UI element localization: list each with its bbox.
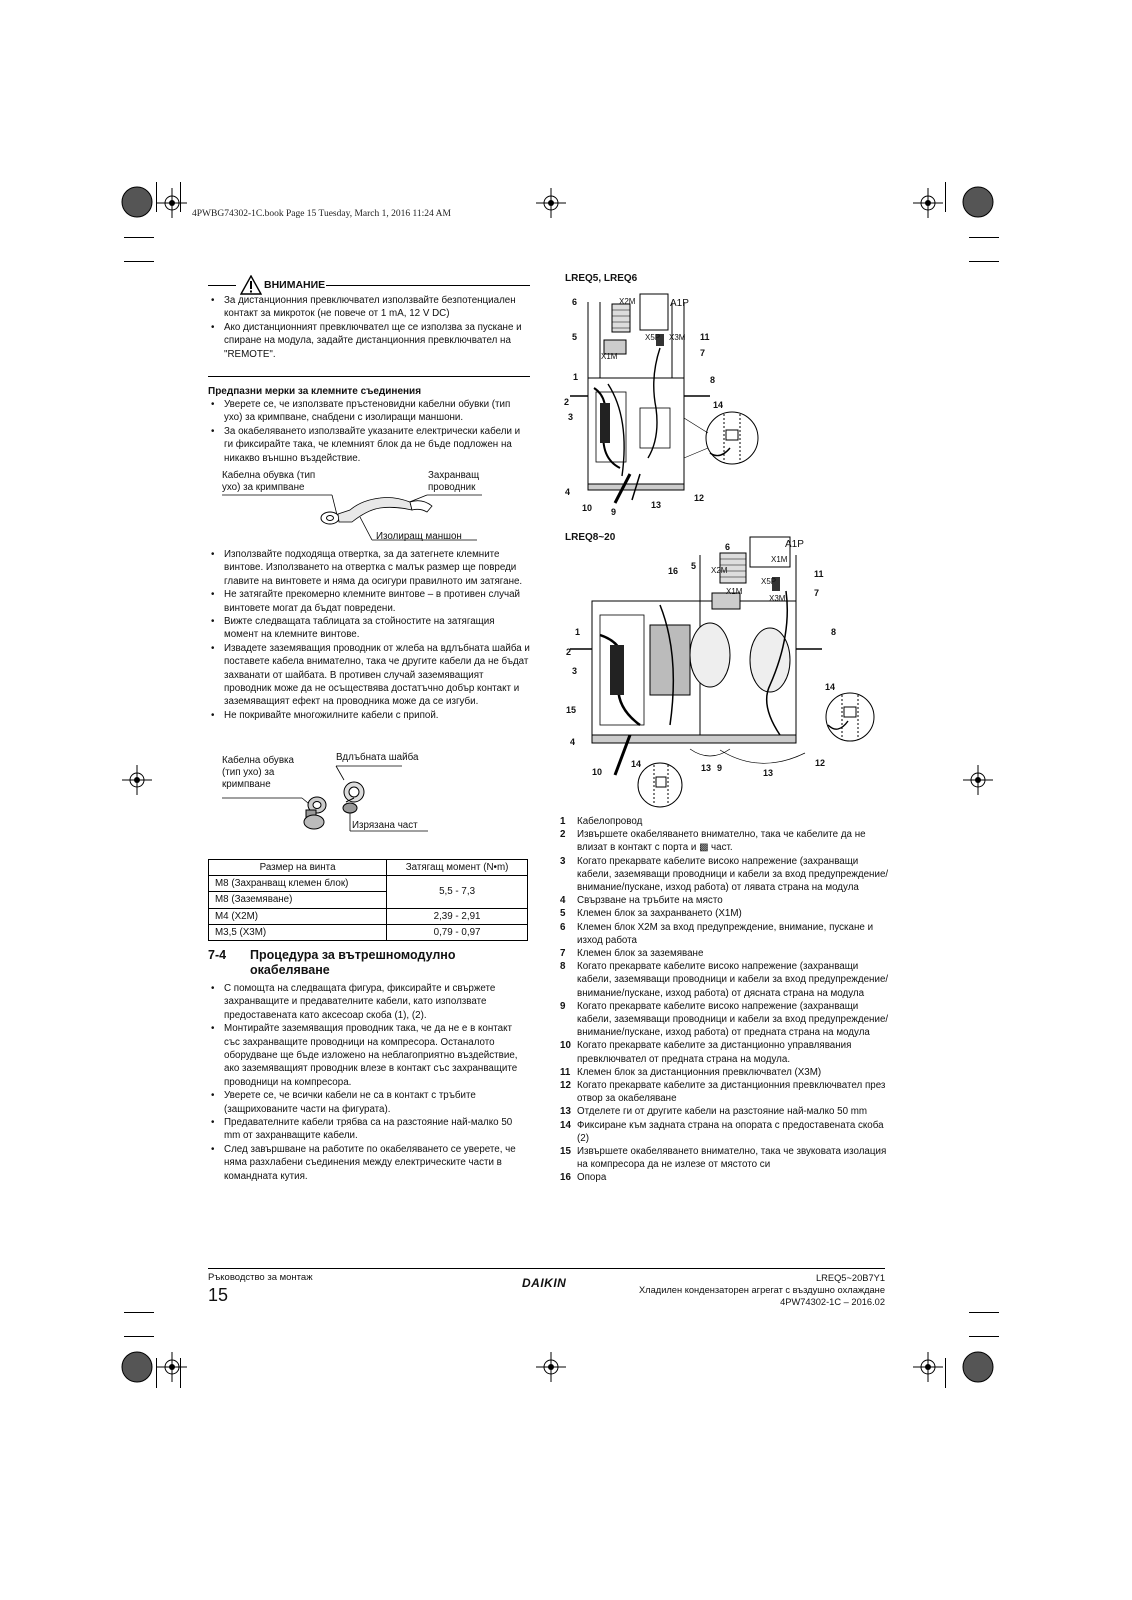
crop-line (124, 237, 154, 238)
table-cell: 5,5 - 7,3 (387, 876, 528, 908)
figure-a-a1p-tag: A1P (670, 298, 689, 309)
cup-washer-label: Вдлъбната шайба (336, 752, 419, 763)
legend-number: 2 (560, 829, 566, 841)
legend-item (560, 828, 890, 854)
legend-text: Когато прекарвате кабелите за дистанционния превключвател през отвор за окабеляване (577, 1080, 886, 1105)
list-item: • Извадете заземяващия проводник от жлеба на вдлъбната шайба и поставете кабела внимателно, така че другите кабели да не бъдат захванати от шайбата. В противен случай заземяващият проводник може да не осъществява достатъчно добър контакт и заземяващият ефект на проводника може да се изгуби. (208, 642, 530, 709)
registration-mark-icon (117, 182, 157, 222)
callout-label: 13 (651, 500, 662, 510)
callout-label: 16 (668, 566, 679, 576)
list-item: • Предавателните кабели трябва са на разстояние най-малко 50 mm от захранващите кабели. (208, 1116, 530, 1143)
callout-label: 7 (700, 348, 706, 358)
figure-b-x3m-tag: X3M (769, 594, 786, 603)
crosshair-mark-icon (157, 1352, 187, 1382)
list-item: • С помощта на следващата фигура, фиксирайте и свържете захранващите и предавателните кабели, като използвате предоставената като аксесоар скоба (1), (2). (208, 982, 530, 1022)
list-item: • Не покривайте многожилните кабели с припой. (208, 709, 530, 722)
crop-line (156, 182, 157, 212)
legend-text: Свързване на тръбите на място (577, 895, 723, 907)
list-item: • За окабеляването използвайте указаните електрически кабели и ги фиксирайте така, че клемният блок да не бъде подложен на никакво външно въздействие. (208, 425, 530, 465)
legend-item (560, 815, 890, 828)
legend-text: Фиксиране към задната страна на опората с предоставената скоба (2) (577, 1119, 884, 1144)
callout-label: 10 (582, 503, 593, 513)
legend-item (560, 894, 890, 907)
callout-label: 5 (691, 561, 697, 571)
section-title-text: Процедура за вътрешномодулно окабеляване (250, 948, 456, 977)
legend-number: 6 (560, 921, 566, 933)
callout-label: 5 (572, 332, 578, 342)
callout-label: 6 (725, 542, 731, 552)
warning-heading (208, 276, 530, 294)
table-cell: M8 (Заземяване) (209, 892, 387, 908)
legend-number: 3 (560, 855, 566, 867)
callout-label: 8 (710, 375, 716, 385)
legend-text: Когато прекарвате кабелите високо напрежение (захранващи кабели, заземяващи проводници и кабели за вход предупреждение/внимание/пускане, изход работа) от предната страна на модула (577, 1000, 889, 1039)
list-item: • Ако дистанционният превключвател ще се използва за пускане и спиране на модула, задайте дистанционния превключвател на "REMOTE". (208, 321, 530, 361)
figure-b-x1m-tag: X1M (771, 555, 788, 564)
table-cell: M3,5 (X3M) (209, 924, 387, 940)
callout-label: 11 (814, 569, 824, 579)
callout-label: 4 (570, 737, 576, 747)
legend-text: Когато прекарвате кабелите високо напрежение (захранващи кабели, заземяващи проводници и кабели за вход предупреждение/внимание/пускане, изход работа) от лявата страна на модула (577, 855, 889, 894)
legend-number: 4 (560, 895, 566, 907)
list-item: • Уверете се, че всички кабели не са в контакт с тръбите (защрихованите части на фигурата). (208, 1089, 530, 1116)
registration-mark-icon (958, 1347, 998, 1387)
section-title (208, 948, 528, 978)
crimp-terminal-label-2: Кабелна обувка (тип ухо) за кримпване (222, 755, 294, 790)
callout-label: 14 (631, 759, 642, 769)
legend-text: Когато прекарвате кабелите за дистанционно управлявания превключвател от предната страна на модула. (577, 1040, 852, 1065)
crosshair-mark-icon (122, 765, 152, 795)
callout-label: 6 (572, 297, 578, 307)
footer-doc-id: 4PW74302-1C – 2016.02 (780, 1297, 885, 1307)
callout-label: 2 (564, 397, 570, 407)
legend-number: 8 (560, 961, 566, 973)
section-number: 7-4 (208, 948, 227, 962)
table-header: Размер на винта (209, 860, 387, 876)
table-header-row (209, 860, 528, 876)
crop-line (156, 1358, 157, 1388)
crop-line (945, 182, 946, 212)
legend-number: 12 (560, 1080, 571, 1092)
terminal-precautions-heading: Предпазни мерки за клемните съединения (208, 386, 422, 397)
table-cell: 2,39 - 2,91 (387, 908, 528, 924)
figure-a-title: LREQ5, LREQ6 (565, 273, 638, 284)
callout-label: 14 (713, 400, 724, 410)
legend-item (560, 1079, 890, 1105)
table-row (209, 924, 528, 940)
crosshair-mark-icon (963, 765, 993, 795)
list-item: • Използвайте подходяща отвертка, за да затегнете клемните винтове. Използването на отвертка с малък размер ще повреди главите на винтовете и няма да осигури правилното им затягане. (208, 548, 530, 588)
crosshair-mark-icon (913, 188, 943, 218)
figure-b-x1m-tag-2: X1M (726, 587, 743, 596)
callout-label: 13 (701, 763, 712, 773)
callout-label: 10 (592, 767, 603, 777)
callout-label: 9 (611, 507, 617, 517)
legend-text: Когато прекарвате кабелите високо напрежение (захранващи кабели, заземяващи проводници и кабели за вход предупреждение/внимание/пускане, изход работа) от дясната страна на модула (577, 961, 889, 999)
warning-triangle-icon (240, 275, 262, 295)
callout-label: 1 (575, 627, 581, 637)
table-cell: M4 (X2M) (209, 908, 387, 924)
crosshair-mark-icon (157, 188, 187, 218)
callout-label: 11 (700, 332, 710, 342)
list-item: • Не затягайте прекомерно клемните винтове – в противен случай винтовете могат да бъдат повредени. (208, 588, 530, 615)
legend-item (560, 907, 890, 920)
legend-text: Клемен блок X2M за вход предупреждение, внимание, пускане и изход работа (577, 921, 874, 946)
legend-number: 15 (560, 1146, 571, 1158)
table-cell: M8 (Захранващ клемен блок) (209, 876, 387, 892)
terminal-precautions-list (208, 398, 530, 465)
section-list (208, 982, 530, 1183)
figure-a-wiring-diagram (560, 288, 760, 518)
crosshair-mark-icon (536, 188, 566, 218)
legend-number: 1 (560, 816, 566, 827)
legend-text: Клемен блок за заземяване (577, 948, 704, 960)
torque-table (208, 859, 528, 941)
legend-number: 9 (560, 1000, 566, 1012)
crop-line (124, 1336, 154, 1337)
legend-item (560, 1119, 890, 1145)
legend-number: 13 (560, 1106, 571, 1118)
legend-item (560, 1000, 890, 1040)
crop-line (180, 182, 181, 212)
cut-part-label: Изрязана част (352, 820, 418, 831)
crop-line (969, 261, 999, 262)
callout-label: 8 (831, 627, 837, 637)
callout-label: 1 (573, 372, 579, 382)
callout-label: 4 (565, 487, 571, 497)
legend-item (560, 1066, 890, 1079)
crop-line (969, 1336, 999, 1337)
legend-text: Отделете ги от другите кабели на разстояние най-малко 50 mm (577, 1106, 868, 1118)
figure-b-x5p-tag: X5P (761, 577, 777, 586)
crop-line (969, 237, 999, 238)
callout-label: 3 (568, 412, 574, 422)
legend-text: Кабелопровод (577, 816, 643, 827)
table-row (209, 908, 528, 924)
legend-text: Клемен блок за дистанционния превключвател (X3M) (577, 1066, 822, 1078)
list-item: • Уверете се, че използвате пръстеновидни кабелни обувки (тип ухо) за кримпване, снабдени с изолиращи маншони. (208, 398, 530, 425)
divider (208, 376, 530, 377)
table-cell: 0,79 - 0,97 (387, 924, 528, 940)
warning-title: ВНИМАНИЕ (264, 279, 326, 291)
figure-b-a1p-tag: A1P (785, 539, 804, 550)
brand-logo: DAIKIN (522, 1276, 567, 1290)
supply-wire-label: Захранващ проводник (428, 470, 480, 493)
footer-model: LREQ5~20B7Y1 (815, 1273, 885, 1283)
figure-legend (560, 815, 890, 1185)
crimp-terminal-label: Кабелна обувка (тип ухо) за кримпване (222, 470, 316, 493)
list-item: • За дистанционния превключвател използвайте безпотенциален контакт за микроток (не повече от 1 mA, 12 V DC) (208, 294, 530, 321)
footer-manual-name: Ръководство за монтаж (208, 1272, 313, 1283)
legend-number: 10 (560, 1040, 571, 1052)
washer-figure (222, 750, 442, 840)
crop-line (124, 1312, 154, 1313)
insulation-sleeve-label: Изолиращ маншон (376, 531, 462, 542)
legend-item (560, 1171, 890, 1184)
legend-text: Извършете окабеляването внимателно, така че звуковата изолация на компресора да не излезе от мястото си (577, 1146, 887, 1171)
crop-line (180, 1358, 181, 1388)
figure-a-x5p-tag: X5P (645, 333, 661, 342)
figure-a-x3m-tag: X3M (669, 333, 686, 342)
legend-number: 16 (560, 1172, 571, 1184)
list-item: • Вижте следващата таблицата за стойностите на затягащия момент на клемните винтове. (208, 615, 530, 642)
crop-line (969, 1312, 999, 1313)
page-number: 15 (208, 1285, 229, 1305)
crop-line (124, 261, 154, 262)
registration-mark-icon (958, 182, 998, 222)
legend-item (560, 855, 890, 895)
figure-a-x1m-tag: X1M (601, 352, 618, 361)
crosshair-mark-icon (536, 1352, 566, 1382)
callout-label: 13 (763, 768, 774, 778)
callout-label: 14 (825, 682, 836, 692)
callout-label: 12 (815, 758, 826, 768)
footer-divider (208, 1268, 885, 1269)
legend-number: 14 (560, 1119, 571, 1131)
figure-a-x2m-tag: X2M (619, 297, 636, 306)
crosshair-mark-icon (913, 1352, 943, 1382)
legend-item (560, 947, 890, 960)
table-header: Затягащ момент (N•m) (387, 860, 528, 876)
terminal-precautions-list-2 (208, 548, 530, 722)
legend-item (560, 960, 890, 1000)
callout-label: 9 (717, 763, 723, 773)
legend-number: 7 (560, 948, 566, 960)
callout-label: 7 (814, 588, 820, 598)
footer-product-info (639, 1272, 885, 1308)
callout-label: 12 (694, 493, 705, 503)
table-row (209, 876, 528, 892)
legend-text: Извършете окабеляването внимателно, така че кабелите да не влизат в контакт с порта и ▩ част. (577, 829, 866, 854)
warning-list (208, 294, 530, 361)
footer-product: Хладилен кондензаторен агрегат с въздушно охлаждане (638, 1285, 885, 1295)
legend-item (560, 1039, 890, 1065)
legend-item (560, 1105, 890, 1118)
legend-text: Опора (577, 1172, 607, 1184)
list-item: • След завършване на работите по окабеляването се уверете, че няма разхлабени съединения между електрическите части в командната кутия. (208, 1143, 530, 1183)
legend-item (560, 921, 890, 947)
figure-b-title: LREQ8~20 (565, 532, 616, 543)
list-item: • Монтирайте заземяващия проводник така, че да не е в контакт със захранващите проводници на компресора. Останалото оборудване ще бъде изложено на неблагоприятно въздействие, ако заземяващият проводник влезе в контакт със захранващите проводници на компресора. (208, 1022, 530, 1089)
legend-item (560, 1145, 890, 1171)
crop-line (945, 1358, 946, 1388)
callout-label: 15 (566, 705, 577, 715)
registration-mark-icon (117, 1347, 157, 1387)
book-header: 4PWBG74302-1C.book Page 15 Tuesday, March 1, 2016 11:24 AM (192, 209, 451, 219)
legend-number: 11 (560, 1066, 571, 1078)
callout-label: 3 (572, 666, 578, 676)
figure-b-x2m-tag: X2M (711, 566, 728, 575)
crimp-terminal-figure (222, 470, 522, 545)
legend-number: 5 (560, 908, 566, 920)
callout-label: 2 (566, 647, 572, 657)
legend-text: Клемен блок за захранването (X1M) (577, 908, 742, 920)
